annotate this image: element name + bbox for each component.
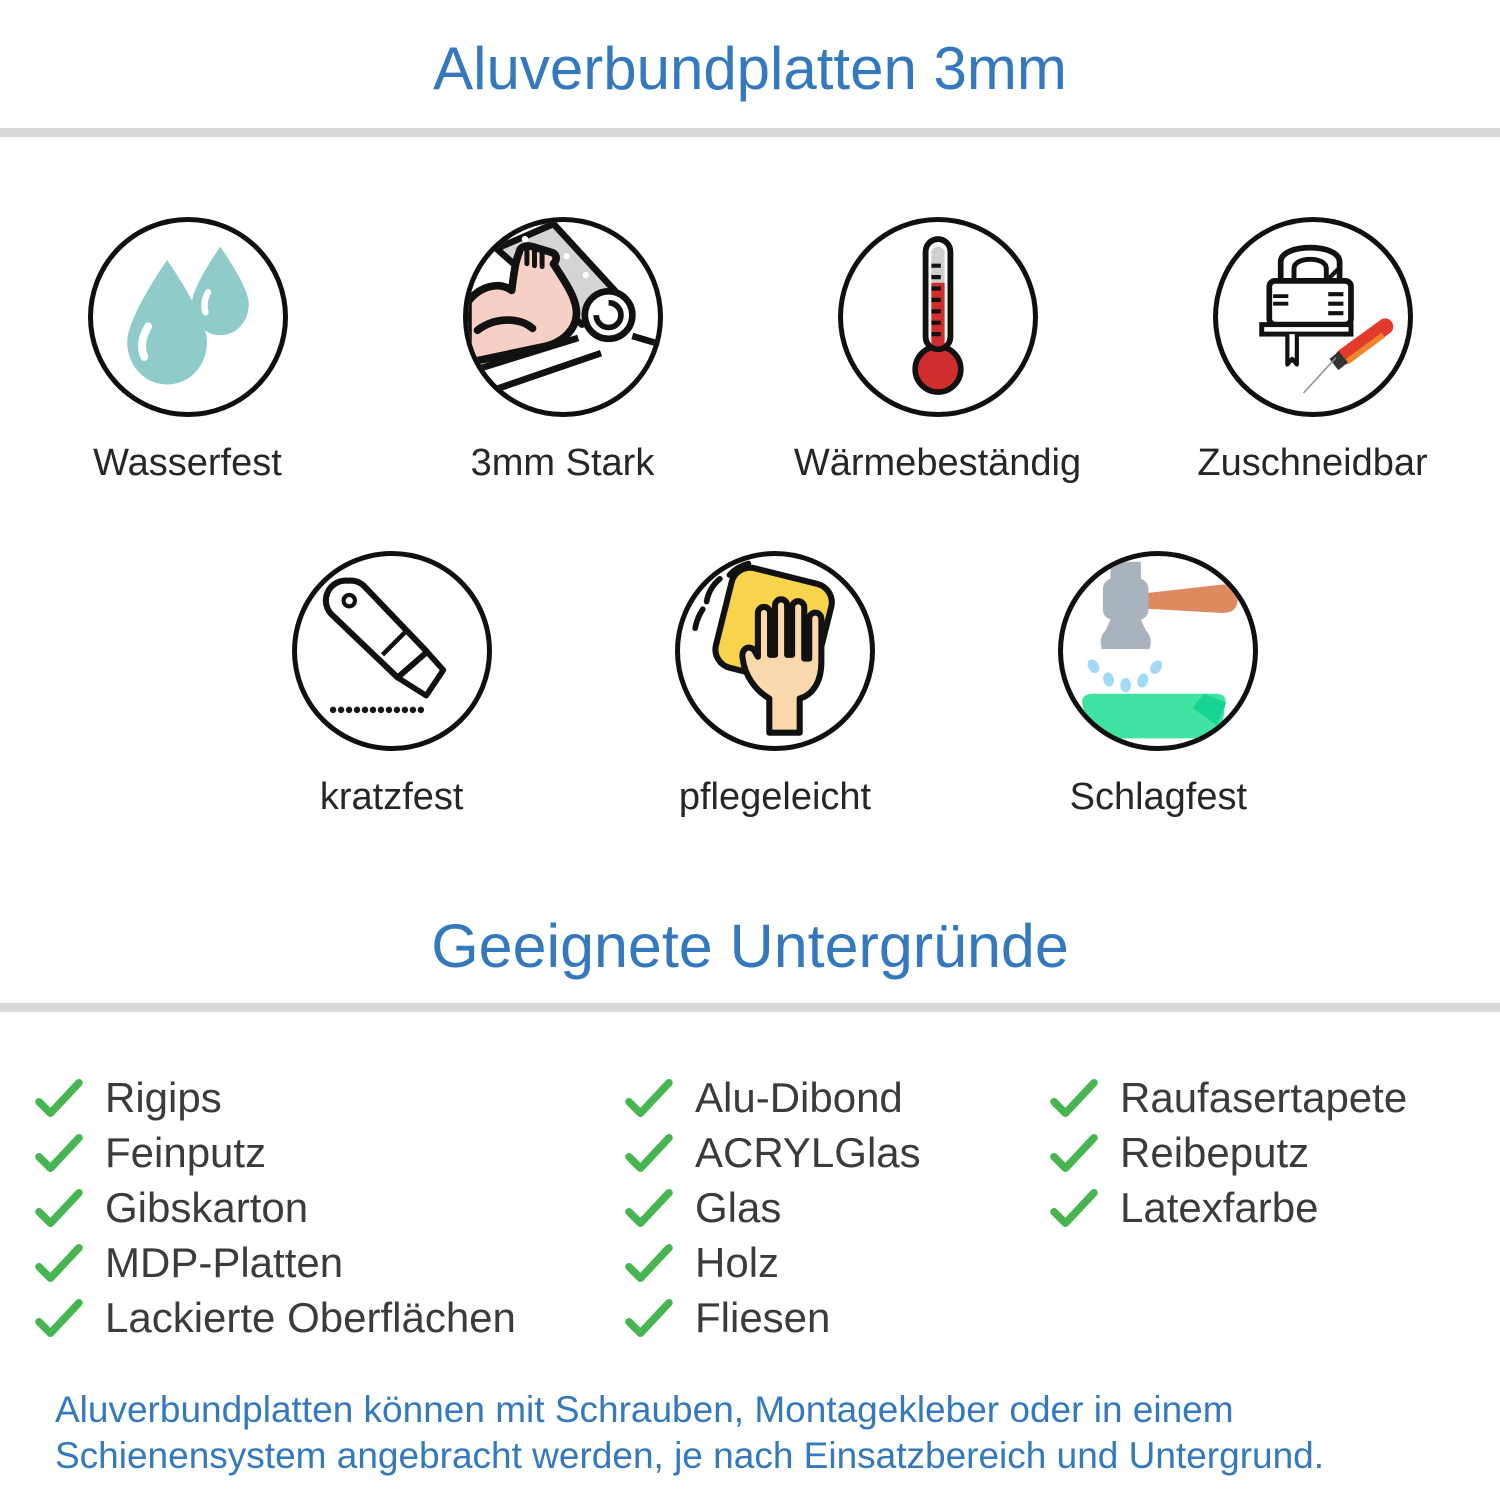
check-icon xyxy=(35,1078,83,1118)
substrate-label: Lackierte Oberflächen xyxy=(105,1293,516,1341)
section-divider xyxy=(0,128,1500,137)
footer-line-2: Schienensystem angebracht werden, je nach Einsatzbereich und Untergrund. xyxy=(55,1435,1325,1476)
hammer-icon xyxy=(1063,556,1253,746)
substrate-item xyxy=(35,1180,625,1235)
section-divider xyxy=(0,1003,1500,1012)
substrate-label: Gibskarton xyxy=(105,1183,309,1231)
thermometer-icon xyxy=(843,222,1033,412)
substrate-item xyxy=(625,1235,1050,1290)
water-drops-icon xyxy=(93,222,283,412)
substrates-list xyxy=(0,1070,1500,1345)
check-icon xyxy=(35,1298,83,1338)
substrate-label: Holz xyxy=(695,1238,780,1286)
substrate-item xyxy=(625,1290,1050,1345)
substrate-label: Alu-Dibond xyxy=(695,1073,903,1121)
substrates-column-1 xyxy=(35,1070,625,1345)
feature-zuschneidbar xyxy=(1125,217,1500,485)
flexed-arm-panel-icon xyxy=(468,222,658,412)
substrate-label: MDP-Platten xyxy=(105,1238,344,1286)
check-icon xyxy=(625,1243,673,1283)
substrate-label: Latexfarbe xyxy=(1120,1183,1319,1231)
check-icon xyxy=(625,1188,673,1228)
feature-icon-circle xyxy=(675,551,875,751)
page-title: Aluverbundplatten 3mm xyxy=(433,35,1067,102)
substrate-item xyxy=(35,1235,625,1290)
feature-pflegeleicht xyxy=(583,551,966,819)
check-icon xyxy=(35,1188,83,1228)
feature-icon-circle xyxy=(1213,217,1413,417)
check-icon xyxy=(35,1243,83,1283)
substrate-item xyxy=(625,1125,1050,1180)
substrate-item xyxy=(625,1180,1050,1235)
substrates-title: Geeignete Untergründe xyxy=(431,912,1069,980)
check-icon xyxy=(1050,1133,1098,1173)
feature-label: Zuschneidbar xyxy=(1197,442,1428,484)
feature-schlagfest xyxy=(967,551,1350,819)
substrate-item xyxy=(35,1070,625,1125)
hand-cloth-icon xyxy=(680,556,870,746)
feature-icon-circle xyxy=(1058,551,1258,751)
substrate-item xyxy=(35,1290,625,1345)
jigsaw-knife-icon xyxy=(1218,222,1408,412)
substrate-label: Glas xyxy=(695,1183,782,1231)
substrate-item xyxy=(1050,1180,1500,1235)
feature-label: Wasserfest xyxy=(93,442,282,484)
substrate-label: Reibeputz xyxy=(1120,1128,1310,1176)
utility-knife-icon xyxy=(297,556,487,746)
feature-label: 3mm Stark xyxy=(470,442,655,484)
substrates-column-3 xyxy=(1050,1070,1500,1345)
feature-waermebestaendig xyxy=(750,217,1125,485)
substrate-item xyxy=(1050,1070,1500,1125)
feature-icon-circle xyxy=(88,217,288,417)
footer-line-1: Aluverbundplatten können mit Schrauben, Montagekleber oder in einem xyxy=(55,1389,1234,1430)
check-icon xyxy=(1050,1078,1098,1118)
check-icon xyxy=(1050,1188,1098,1228)
feature-kratzfest xyxy=(200,551,583,819)
substrate-label: Feinputz xyxy=(105,1128,267,1176)
substrate-item xyxy=(1050,1125,1500,1180)
feature-label: Schlagfest xyxy=(1069,776,1248,818)
check-icon xyxy=(35,1133,83,1173)
feature-icon-circle xyxy=(838,217,1038,417)
feature-label: Wärmebeständig xyxy=(793,442,1082,484)
footer-note xyxy=(0,1387,1500,1479)
check-icon xyxy=(625,1298,673,1338)
substrate-item xyxy=(625,1070,1050,1125)
feature-wasserfest xyxy=(0,217,375,485)
substrate-label: Rigips xyxy=(105,1073,222,1121)
substrate-label: ACRYLGlas xyxy=(695,1128,921,1176)
check-icon xyxy=(625,1078,673,1118)
substrate-item xyxy=(35,1125,625,1180)
feature-icon-circle xyxy=(292,551,492,751)
substrates-column-2 xyxy=(625,1070,1050,1345)
check-icon xyxy=(625,1133,673,1173)
feature-label: kratzfest xyxy=(319,776,464,818)
feature-label: pflegeleicht xyxy=(678,776,872,818)
feature-icon-circle xyxy=(463,217,663,417)
feature-3mm-stark xyxy=(375,217,750,485)
feature-grid-row-1 xyxy=(0,217,1500,485)
substrate-label: Fliesen xyxy=(695,1293,831,1341)
substrate-label: Raufasertapete xyxy=(1120,1073,1408,1121)
feature-grid-row-2 xyxy=(200,551,1350,819)
